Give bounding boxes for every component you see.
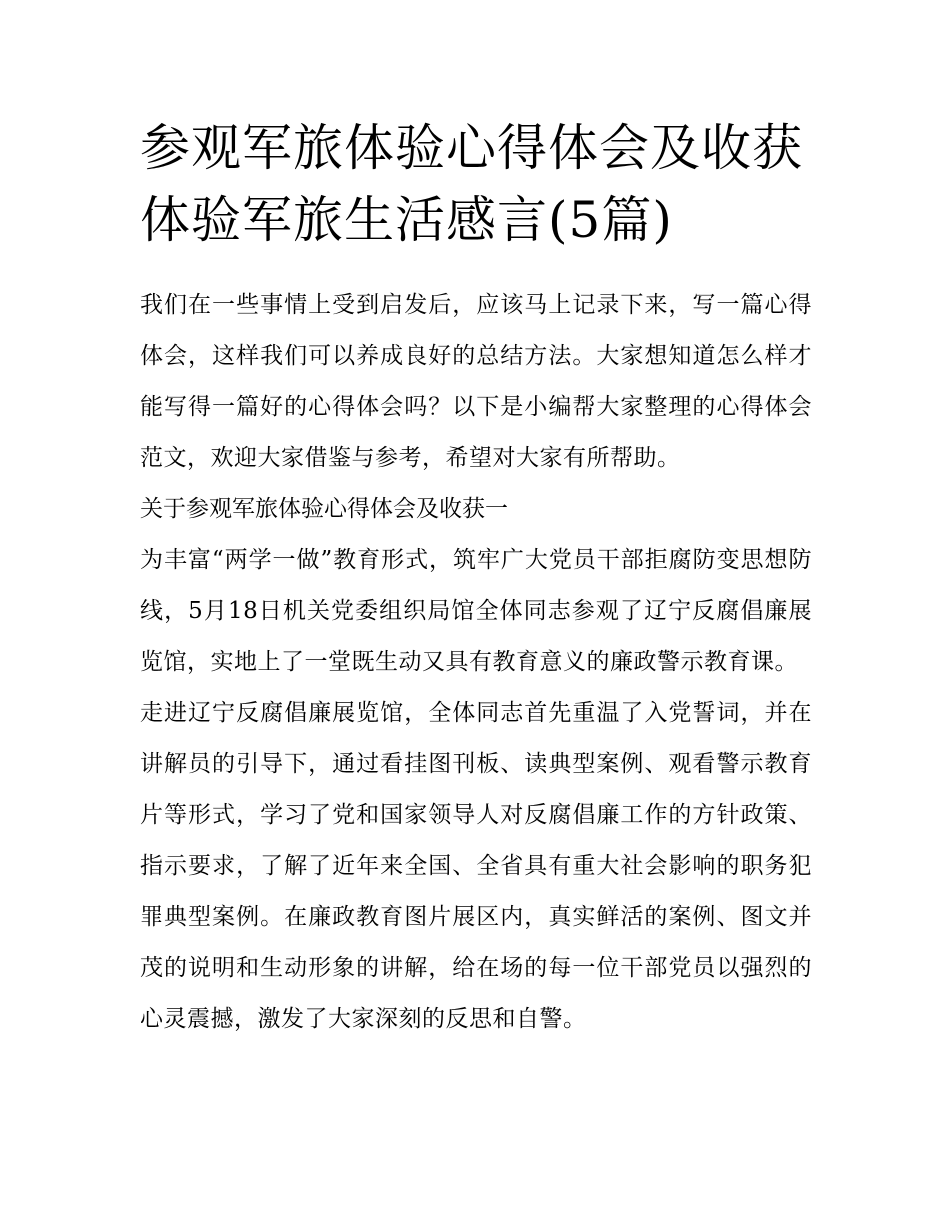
title-line-2: 体验军旅生活感言(5篇) (140, 191, 673, 249)
body-paragraph-1: 为丰富“两学一做”教育形式，筑牢广大党员干部拒腐防变思想防线，5月18日机关党委组织局馆全体同志参观了辽宁反腐倡廉展览馆，实地上了一堂既生动又具有教育意义的廉政警示教育课。 (140, 547, 812, 675)
document-page (140, 112, 812, 1045)
intro-paragraph: 我们在一些事情上受到启发后，应该马上记录下来，写一篇心得体会，这样我们可以养成良好的总结方法。大家想知道怎么样才能写得一篇好的心得体会吗？以下是小编帮大家整理的心得体会范文，欢迎大家借鉴与参考，希望对大家有所帮助。 (140, 292, 812, 471)
document-title (140, 112, 812, 256)
section-heading: 关于参观军旅体验心得体会及收获一 (140, 496, 508, 522)
body-paragraph-2: 走进辽宁反腐倡廉展览馆，全体同志首先重温了入党誓词，并在讲解员的引导下，通过看挂图刊板、读典型案例、观看警示教育片等形式，学习了党和国家领导人对反腐倡廉工作的方针政策、指示要求，了解了近年来全国、全省具有重大社会影响的职务犯罪典型案例。在廉政教育图片展区内，真实鲜活的案例、图文并茂的说明和生动形象的讲解，给在场的每一位干部党员以强烈的心灵震撼，激发了大家深刻的反思和自警。 (140, 700, 812, 1032)
title-line-1: 参观军旅体验心得体会及收获 (140, 119, 803, 177)
